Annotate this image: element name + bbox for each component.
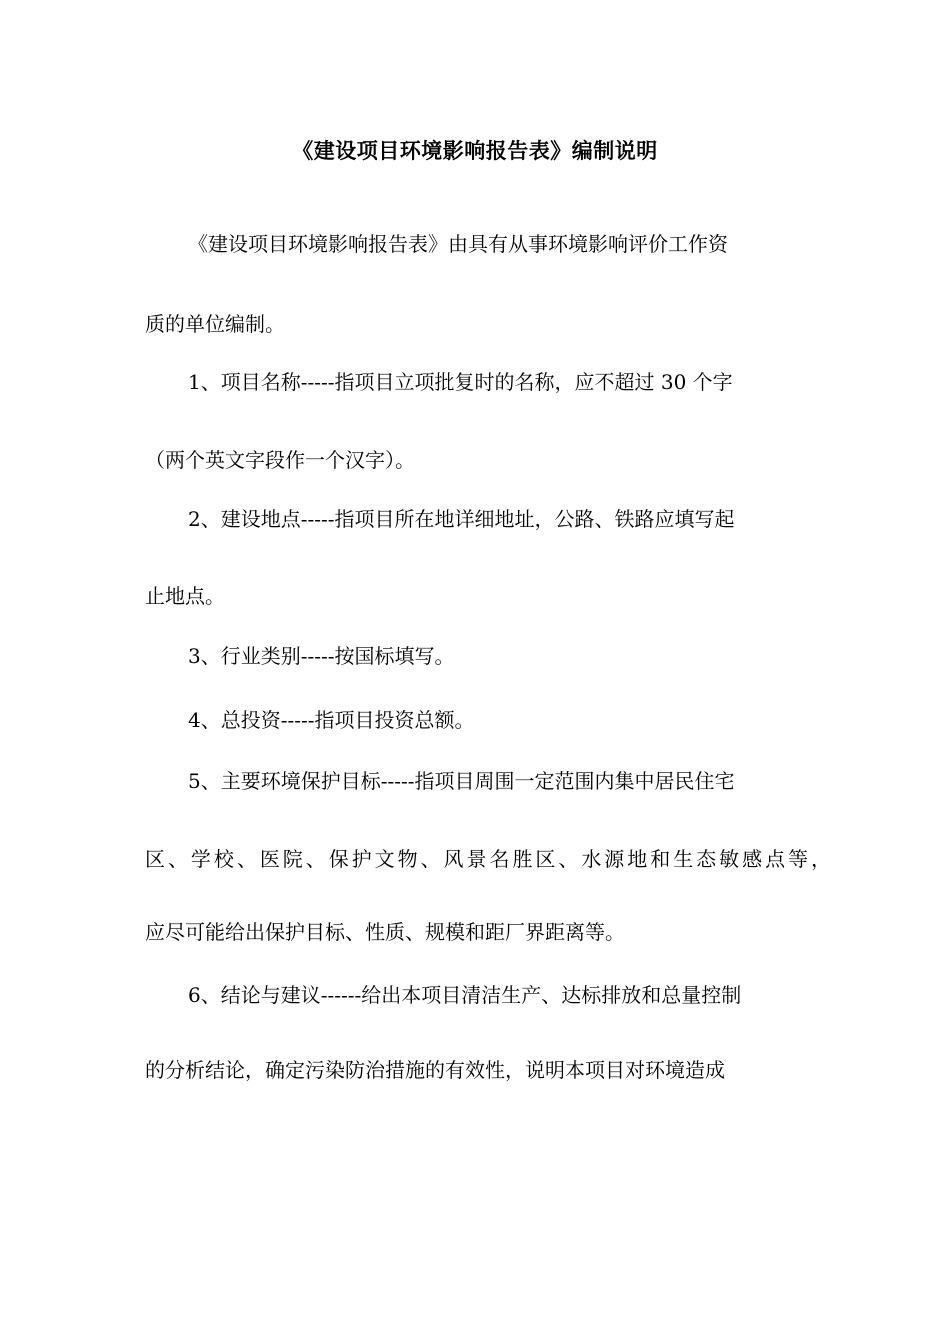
item-5-line-1: 5、主要环境保护目标-----指项目周围一定范围内集中居民住宅 — [188, 769, 735, 793]
item-6-line-2: 的分析结论，确定污染防治措施的有效性，说明本项目对环境造成 — [145, 1058, 725, 1082]
item-3-line: 3、行业类别-----按国标填写。 — [188, 644, 455, 668]
item-4-line: 4、总投资-----指项目投资总额。 — [188, 708, 475, 732]
item-6-line-1: 6、结论与建议------给出本项目清洁生产、达标排放和总量控制 — [188, 983, 742, 1007]
intro-line-2: 质的单位编制。 — [145, 312, 285, 336]
intro-line-1: 《建设项目环境影响报告表》由具有从事环境影响评价工作资 — [188, 232, 728, 256]
item-2-line-2: 止地点。 — [145, 584, 225, 608]
item-1-line-1: 1、项目名称-----指项目立项批复时的名称，应不超过 30 个字 — [188, 370, 733, 394]
item-1-line-2: （两个英文字段作一个汉字）。 — [145, 448, 415, 472]
item-5-line-2: 区、学校、医院、保护文物、风景名胜区、水源地和生态敏感点等， — [145, 847, 831, 871]
item-2-line-1: 2、建设地点-----指项目所在地详细地址，公路、铁路应填写起 — [188, 507, 735, 531]
item-5-line-3: 应尽可能给出保护目标、性质、规模和距厂界距离等。 — [145, 920, 625, 944]
document-title: 《建设项目环境影响报告表》编制说明 — [292, 138, 658, 163]
